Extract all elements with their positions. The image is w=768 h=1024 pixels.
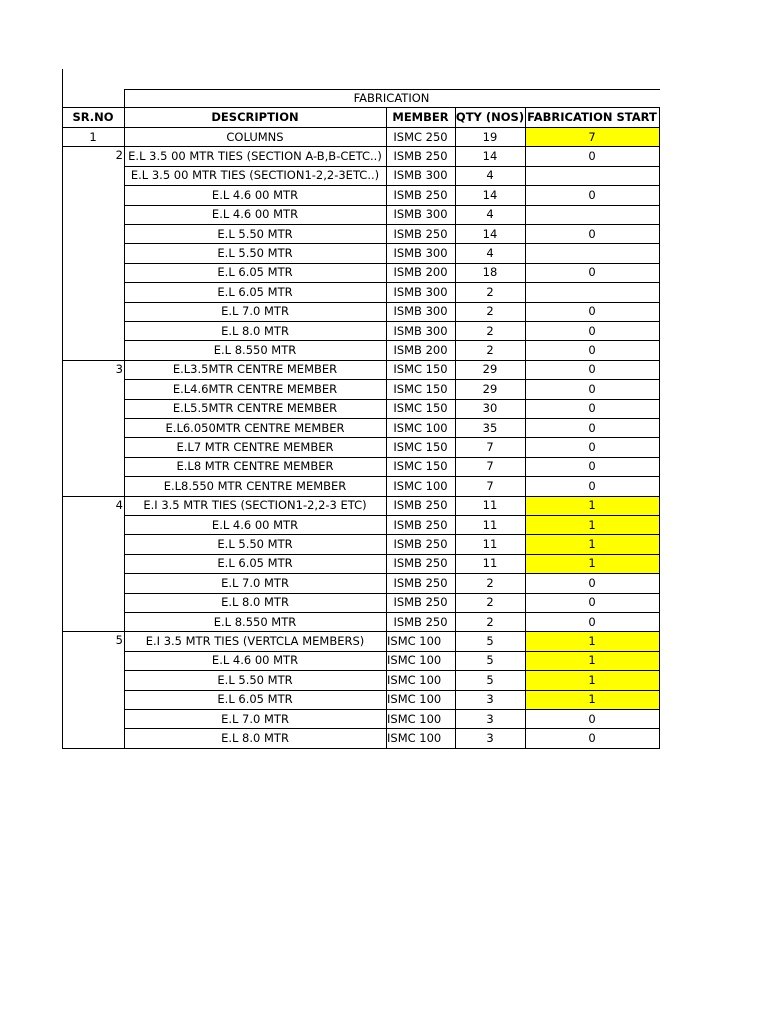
row-rule — [124, 573, 660, 574]
qty-cell: 2 — [486, 343, 494, 358]
row-rule — [124, 302, 660, 303]
member-cell: ISMB 300 — [393, 168, 448, 183]
row-rule — [124, 185, 660, 186]
row-rule — [124, 457, 660, 458]
row-rule — [124, 670, 660, 671]
member-cell: ISMC 100 — [387, 711, 442, 726]
description-cell: E.L4.6MTR CENTRE MEMBER — [172, 381, 338, 396]
top-rule — [124, 89, 660, 90]
qty-cell: 30 — [482, 401, 498, 416]
description-cell: E.L5.5MTR CENTRE MEMBER — [172, 401, 338, 416]
col-line — [455, 107, 456, 749]
srno-cell: 1 — [89, 129, 97, 144]
row-rule — [124, 651, 660, 652]
row-rule — [124, 728, 660, 729]
srno-cell: 3 — [115, 361, 123, 376]
qty-cell: 14 — [482, 149, 498, 164]
member-cell: ISMB 250 — [393, 517, 448, 532]
fabrication-start-cell: 0 — [588, 459, 596, 474]
description-cell: E.L 7.0 MTR — [221, 711, 289, 726]
qty-cell: 2 — [486, 575, 494, 590]
member-cell: ISMB 300 — [393, 304, 448, 319]
header-rule — [62, 127, 660, 128]
description-cell: E.L 5.50 MTR — [217, 246, 293, 261]
row-rule — [124, 709, 660, 710]
fabrication-start-cell: 0 — [588, 595, 596, 610]
fabrication-start-cell: 0 — [588, 381, 596, 396]
fabrication-start-cell: 0 — [588, 420, 596, 435]
qty-cell: 5 — [486, 653, 494, 668]
member-cell: ISMB 300 — [393, 207, 448, 222]
row-rule — [62, 496, 660, 497]
fabrication-start-cell: 0 — [588, 226, 596, 241]
description-cell: E.L 8.0 MTR — [221, 323, 289, 338]
member-cell: ISMB 200 — [393, 265, 448, 280]
qty-cell: 4 — [486, 207, 494, 222]
srno-cell: 4 — [115, 497, 123, 512]
qty-cell: 7 — [486, 478, 494, 493]
description-cell: E.L 6.05 MTR — [217, 692, 293, 707]
row-rule — [62, 360, 660, 361]
description-cell: COLUMNS — [226, 129, 284, 144]
fabrication-start-cell: 0 — [588, 265, 596, 280]
qty-cell: 11 — [482, 556, 498, 571]
fabrication-start-cell: 0 — [588, 440, 596, 455]
fabrication-start-cell: 0 — [588, 323, 596, 338]
fabrication-start-header: FABRICATION START — [527, 110, 657, 124]
row-rule — [124, 224, 660, 225]
fabrication-start-cell: 0 — [588, 575, 596, 590]
qty-cell: 19 — [482, 129, 498, 144]
description-cell: E.L 8.0 MTR — [221, 595, 289, 610]
description-cell: E.L 7.0 MTR — [221, 304, 289, 319]
row-rule — [124, 321, 660, 322]
member-cell: ISMC 150 — [393, 362, 448, 377]
fabrication-start-cell: 0 — [588, 304, 596, 319]
description-cell: E.L 7.0 MTR — [221, 575, 289, 590]
fabrication-start-cell: 1 — [588, 653, 596, 668]
row-rule — [124, 166, 660, 167]
member-cell: ISMB 250 — [393, 187, 448, 202]
row-rule — [124, 282, 660, 283]
member-cell: ISMC 100 — [393, 478, 448, 493]
fabrication-start-cell: 1 — [588, 498, 596, 513]
srno-header: SR.NO — [72, 110, 114, 124]
member-cell: ISMB 250 — [393, 595, 448, 610]
row-rule — [124, 379, 660, 380]
fabrication-start-cell: 0 — [588, 362, 596, 377]
qty-cell: 3 — [486, 731, 494, 746]
qty-cell: 2 — [486, 323, 494, 338]
left-border — [62, 69, 63, 749]
fabrication-start-cell: 0 — [588, 731, 596, 746]
fabrication-group-title: FABRICATION — [353, 91, 430, 105]
row-rule — [62, 748, 660, 749]
fabrication-sheet — [62, 69, 659, 749]
member-cell: ISMC 100 — [387, 634, 442, 649]
member-cell: ISMC 100 — [387, 653, 442, 668]
member-cell: ISMC 100 — [387, 692, 442, 707]
member-cell: ISMB 250 — [393, 498, 448, 513]
description-cell: E.L 5.50 MTR — [217, 537, 293, 552]
row-rule — [124, 690, 660, 691]
row-rule — [124, 554, 660, 555]
row-rule — [124, 476, 660, 477]
member-cell: ISMB 250 — [393, 575, 448, 590]
qty-cell: 4 — [486, 168, 494, 183]
description-cell: E.I 3.5 MTR TIES (SECTION1-2,2-3 ETC) — [143, 498, 367, 513]
description-cell: E.L7 MTR CENTRE MEMBER — [176, 440, 334, 455]
qty-cell: 2 — [486, 614, 494, 629]
row-rule — [124, 612, 660, 613]
member-cell: ISMB 250 — [393, 226, 448, 241]
row-rule — [124, 340, 660, 341]
qty-cell: 4 — [486, 246, 494, 261]
row-rule — [124, 534, 660, 535]
description-cell: E.L 5.50 MTR — [217, 672, 293, 687]
description-cell: E.L 5.50 MTR — [217, 226, 293, 241]
fabrication-start-cell: 0 — [588, 614, 596, 629]
member-cell: ISMC 100 — [387, 672, 442, 687]
member-cell: ISMB 250 — [393, 537, 448, 552]
qty-cell: 2 — [486, 284, 494, 299]
member-cell: ISMB 200 — [393, 343, 448, 358]
row-rule — [124, 515, 660, 516]
description-cell: E.L 6.05 MTR — [217, 265, 293, 280]
title-rule — [62, 107, 660, 108]
fabrication-start-cell: 0 — [588, 343, 596, 358]
row-rule — [124, 593, 660, 594]
qty-cell: 3 — [486, 711, 494, 726]
row-rule — [124, 243, 660, 244]
fabrication-start-cell: 1 — [588, 672, 596, 687]
fabrication-start-cell: 0 — [588, 401, 596, 416]
member-cell: ISMC 250 — [393, 129, 448, 144]
row-rule — [62, 631, 660, 632]
qty-cell: 5 — [486, 672, 494, 687]
col-line — [525, 107, 526, 749]
right-border — [659, 107, 660, 749]
description-cell: E.I 3.5 MTR TIES (VERTCLA MEMBERS) — [145, 634, 365, 649]
fabrication-start-cell: 1 — [588, 517, 596, 532]
member-cell: ISMC 150 — [393, 381, 448, 396]
description-header: DESCRIPTION — [211, 110, 299, 124]
qty-cell: 11 — [482, 498, 498, 513]
fabrication-start-cell: 0 — [588, 711, 596, 726]
row-rule — [62, 146, 660, 147]
fabrication-start-cell: 1 — [588, 692, 596, 707]
qty-cell: 29 — [482, 362, 498, 377]
qty-cell: 29 — [482, 381, 498, 396]
member-cell: ISMB 300 — [393, 246, 448, 261]
member-header: MEMBER — [392, 110, 449, 124]
fabrication-start-cell: 0 — [588, 187, 596, 202]
qty-cell: 7 — [486, 440, 494, 455]
qty-cell: 14 — [482, 226, 498, 241]
member-cell: ISMB 300 — [393, 323, 448, 338]
description-cell: E.L8 MTR CENTRE MEMBER — [176, 459, 334, 474]
description-cell: E.L 6.05 MTR — [217, 284, 293, 299]
qty-cell: 11 — [482, 517, 498, 532]
row-rule — [124, 418, 660, 419]
description-cell: E.L 3.5 00 MTR TIES (SECTION1-2,2-3ETC..) — [130, 168, 380, 183]
qty-cell: 18 — [482, 265, 498, 280]
description-cell: E.L 4.6 00 MTR — [211, 517, 299, 532]
description-cell: E.L3.5MTR CENTRE MEMBER — [172, 362, 338, 377]
qty-header: QTY (NOS) — [455, 110, 525, 124]
row-rule — [124, 399, 660, 400]
description-cell: E.L 4.6 00 MTR — [211, 653, 299, 668]
fabrication-start-cell: 1 — [588, 634, 596, 649]
description-cell: E.L 4.6 00 MTR — [211, 187, 299, 202]
description-cell: E.L8.550 MTR CENTRE MEMBER — [163, 478, 347, 493]
row-rule — [124, 437, 660, 438]
qty-cell: 35 — [482, 420, 498, 435]
description-cell: E.L6.050MTR CENTRE MEMBER — [165, 420, 345, 435]
fabrication-start-cell: 0 — [588, 478, 596, 493]
qty-cell: 7 — [486, 459, 494, 474]
fabrication-start-cell: 7 — [588, 129, 596, 144]
qty-cell: 2 — [486, 304, 494, 319]
description-cell: E.L 4.6 00 MTR — [211, 207, 299, 222]
qty-cell: 3 — [486, 692, 494, 707]
srno-cell: 5 — [115, 633, 123, 648]
col-line — [386, 107, 387, 749]
member-cell: ISMC 100 — [387, 731, 442, 746]
description-cell: E.L 3.5 00 MTR TIES (SECTION A-B,B-CETC..) — [128, 149, 382, 164]
member-cell: ISMB 300 — [393, 284, 448, 299]
member-cell: ISMC 100 — [393, 420, 448, 435]
description-cell: E.L 8.550 MTR — [213, 614, 297, 629]
qty-cell: 11 — [482, 537, 498, 552]
fabrication-start-cell: 1 — [588, 556, 596, 571]
row-rule — [124, 263, 660, 264]
member-cell: ISMC 150 — [393, 401, 448, 416]
member-cell: ISMC 150 — [393, 440, 448, 455]
qty-cell: 5 — [486, 634, 494, 649]
fabrication-start-cell: 1 — [588, 537, 596, 552]
member-cell: ISMB 250 — [393, 614, 448, 629]
member-cell: ISMB 250 — [393, 556, 448, 571]
qty-cell: 2 — [486, 595, 494, 610]
srno-cell: 2 — [115, 148, 123, 163]
description-cell: E.L 8.0 MTR — [221, 731, 289, 746]
description-cell: E.L 8.550 MTR — [213, 343, 297, 358]
member-cell: ISMC 150 — [393, 459, 448, 474]
fabrication-start-cell: 0 — [588, 149, 596, 164]
member-cell: ISMB 250 — [393, 149, 448, 164]
qty-cell: 14 — [482, 187, 498, 202]
row-rule — [124, 205, 660, 206]
description-cell: E.L 6.05 MTR — [217, 556, 293, 571]
